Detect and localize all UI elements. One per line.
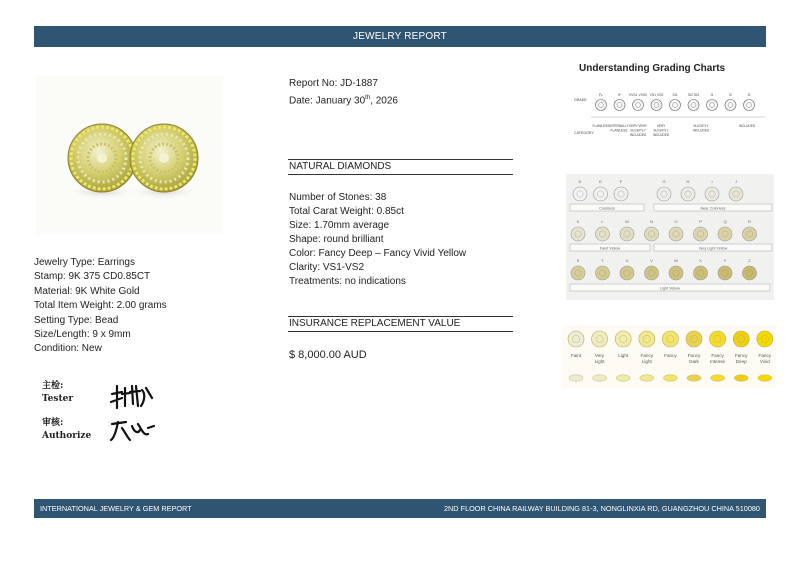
color-diamond-icon (669, 266, 683, 280)
fancy-color-word: Very (594, 353, 605, 358)
fancy-side-view-icon (569, 375, 583, 381)
fancy-side-view-icon (616, 375, 630, 381)
clarity-category (693, 124, 710, 132)
color-grade-letter: L (601, 219, 604, 224)
clarity-diamond-icon (596, 100, 607, 111)
fancy-diamond-icon (615, 331, 631, 347)
color-grade-letter: E (599, 179, 602, 184)
footer-address: 2ND FLOOR CHINA RAILWAY BUILDING 81-3, NONGLINXIA RD, GUANGZHOU CHINA 510080 (443, 504, 760, 513)
fancy-color-word: Fancy (664, 353, 677, 358)
color-grade-letter: I (711, 179, 713, 184)
color-diamond-icon (705, 187, 719, 201)
clarity-grade-label: FL (599, 93, 603, 97)
clarity-category (609, 124, 629, 132)
clarity-category-label: INCLUDED (738, 124, 756, 128)
color-diamond-icon (669, 227, 683, 241)
color-grade-letter: M (625, 219, 629, 224)
right-earring (130, 124, 198, 192)
fancy-color-word: Vivid (759, 359, 770, 364)
fancy-side-view-icon (711, 375, 725, 381)
clarity-row-label: GRADE (574, 98, 587, 102)
fancy-side-view-icon (687, 375, 701, 381)
clarity-grade-label: VS1 VS2 (649, 93, 664, 97)
fancy-color-label (618, 353, 629, 358)
category-row-label: CATEGORY (574, 131, 594, 135)
clarity-diamond-icon (670, 100, 681, 111)
clarity-grade-label: I2 (729, 93, 732, 97)
tester-label-en: Tester (42, 394, 74, 404)
fancy-color-label (595, 353, 606, 364)
fancy-color-word: Faint (570, 353, 582, 358)
color-diamond-icon (620, 266, 634, 280)
diamond-carat: Total Carat Weight: 0.85ct (289, 206, 404, 217)
clarity-category-label: VERY (656, 124, 666, 128)
color-diamond-icon (681, 187, 695, 201)
fancy-diamond-icon (662, 331, 678, 347)
color-group (570, 244, 650, 251)
fancy-side-view-icon (593, 375, 607, 381)
clarity-grade-label: SI1 (672, 93, 678, 97)
color-grade-letter: H (686, 179, 690, 184)
diamond-color: Color: Fancy Deep – Fancy Vivid Yellow (289, 248, 467, 259)
clarity-diamond-icon (725, 100, 736, 111)
fancy-color-word: Fancy (734, 353, 748, 358)
color-group (570, 204, 644, 211)
clarity-category-label: INCLUDED (629, 132, 647, 137)
clarity-category-label: SLIGHTLY (630, 128, 646, 133)
fancy-color-label (710, 353, 726, 364)
earrings-photo (36, 76, 223, 234)
authorize-label-en: Authorize (42, 431, 92, 441)
color-grade-letter: D (578, 179, 582, 184)
color-grade-letter: X (699, 258, 702, 263)
clarity-diamond-icon (651, 100, 662, 111)
clarity-diamond-icon (633, 100, 644, 111)
fancy-color-word: Light (618, 353, 629, 358)
color-grade-letter: P (699, 219, 702, 224)
fancy-color-label (664, 353, 677, 358)
color-diamond-icon (571, 266, 585, 280)
color-grade-letter: Q (723, 219, 727, 224)
diamond-details (289, 191, 466, 289)
color-diamond-icon (657, 187, 671, 201)
color-grade-letter: V (650, 258, 653, 263)
color-grade-letter: S (576, 258, 580, 263)
fancy-color-label (571, 353, 582, 358)
jewelry-type: Jewelry Type: Earrings (34, 257, 135, 268)
fancy-color-label (735, 353, 748, 364)
report-meta (289, 77, 398, 108)
jewelry-stamp: Stamp: 9K 375 CD0.85CT (34, 271, 151, 283)
diamond-shape: Shape: round brilliant (289, 234, 384, 245)
color-grade-letter: K (576, 219, 580, 224)
report-date: Date: January 30th, 2026 (289, 95, 398, 107)
color-diamond-icon (645, 227, 659, 241)
clarity-category (593, 124, 610, 128)
clarity-category-label: FLAWLESS (610, 128, 628, 133)
color-diamond-icon (729, 187, 743, 201)
insurance-value: $ 8,000.00 AUD (289, 349, 367, 361)
fancy-color-word: Fancy (711, 353, 724, 358)
clarity-category-label: INTERNALLY (609, 124, 629, 128)
clarity-diamond-icon (707, 100, 718, 111)
left-earring (68, 124, 136, 192)
report-title: JEWELRY REPORT (353, 31, 447, 42)
clarity-grade-label: IF (617, 93, 622, 97)
fancy-diamond-icon (710, 331, 726, 347)
clarity-diamond-icon (614, 100, 625, 111)
natural-diamonds-heading: NATURAL DIAMONDS (288, 159, 513, 175)
fancy-color-word: Light (594, 359, 605, 364)
footer-bar (34, 499, 766, 518)
color-grade-letter: O (674, 219, 678, 224)
color-grade-letter: Y (723, 258, 727, 263)
clarity-grade-label: VVS1 VVS2 (628, 93, 648, 97)
fancy-side-view-icon (758, 375, 772, 381)
color-group (654, 244, 772, 251)
tester-label-cn: 主检: (42, 381, 64, 391)
color-group (570, 284, 770, 291)
fancy-side-view-icon (663, 375, 677, 381)
clarity-diamond-icon (688, 100, 699, 111)
color-group-label: Colorless (599, 206, 615, 211)
color-grade-letter: R (748, 219, 751, 224)
fancy-side-view-icon (734, 375, 748, 381)
report-number: Report No: JD-1887 (289, 78, 378, 89)
insurance-heading: INSURANCE REPLACEMENT VALUE (288, 316, 513, 332)
fancy-color-word: Intense (710, 359, 726, 364)
diamond-size: Size: 1.70mm average (289, 220, 390, 231)
clarity-grade-label: SI2 SI3 (687, 93, 700, 97)
clarity-category (629, 124, 648, 137)
clarity-grading-chart (565, 87, 770, 149)
clarity-grade-label: I1 (710, 93, 714, 97)
color-diamond-icon (571, 227, 585, 241)
fancy-color-word: Light (641, 359, 652, 364)
clarity-category-label: VERY VERY (628, 124, 648, 128)
fancy-diamond-icon (733, 331, 749, 347)
handwritten-signatures (108, 382, 160, 444)
fancy-color-word: Deep (735, 359, 747, 364)
color-diamond-icon (743, 227, 757, 241)
color-grade-letter: F (619, 179, 623, 184)
diamond-clarity: Clarity: VS1-VS2 (289, 262, 365, 273)
clarity-category-label: SLIGHTLY (653, 128, 669, 133)
color-diamond-icon (694, 266, 708, 280)
color-diamond-icon (614, 187, 628, 201)
color-grading-chart (566, 174, 774, 300)
color-group-label: Faint Yellow (599, 246, 621, 251)
clarity-diamond-icon (744, 100, 755, 111)
fancy-color-label (688, 353, 701, 364)
fancy-color-label (641, 353, 654, 364)
clarity-grade-label: I3 (747, 93, 751, 97)
diamond-stones: Number of Stones: 38 (289, 192, 387, 203)
color-diamond-icon (596, 266, 610, 280)
color-grade-letter: N (650, 219, 653, 224)
color-diamond-icon (594, 187, 608, 201)
color-grade-letter: G (662, 179, 666, 184)
fancy-side-view-icon (640, 375, 654, 381)
color-diamond-icon (718, 266, 732, 280)
clarity-category-label: SLIGHTLY (693, 124, 709, 128)
diamond-treatments: Treatments: no indications (289, 276, 406, 287)
jewelry-condition: Condition: New (34, 343, 102, 355)
fancy-diamond-icon (757, 331, 773, 347)
footer-company: INTERNATIONAL JEWELRY & GEM REPORT (40, 504, 192, 513)
color-diamond-icon (718, 227, 732, 241)
fancy-color-word: Fancy (687, 353, 701, 358)
authorize-label-cn: 审核: (42, 418, 64, 428)
color-grade-letter: W (674, 258, 678, 263)
fancy-diamond-icon (686, 331, 702, 347)
color-diamond-icon (743, 266, 757, 280)
fancy-diamond-icon (639, 331, 655, 347)
fancy-color-word: Dark (689, 359, 699, 364)
fancy-yellow-chart (562, 325, 776, 388)
report-header-bar (34, 26, 766, 47)
color-group (654, 204, 772, 211)
color-grade-letter: J (735, 179, 737, 184)
fancy-diamond-icon (592, 331, 608, 347)
color-diamond-icon (620, 227, 634, 241)
fancy-color-word: Fancy (640, 353, 654, 358)
clarity-category-label: FLAWLESS (592, 124, 610, 128)
clarity-category (653, 124, 670, 137)
color-diamond-icon (694, 227, 708, 241)
clarity-category-label: INCLUDED (692, 128, 710, 133)
jewelry-material: Material: 9K White Gold (34, 285, 140, 297)
jewelry-setting: Setting Type: Bead (34, 314, 119, 326)
jewelry-size: Size/Length: 9 x 9mm (34, 329, 131, 341)
color-group-label: Near Colorless (700, 206, 726, 211)
jewelry-weight: Total Item Weight: 2.00 grams (34, 300, 167, 312)
fancy-color-word: Fancy (758, 353, 772, 358)
color-group-label: Very Light Yellow (698, 246, 728, 251)
jewelry-details (34, 256, 167, 357)
clarity-category-label: INCLUDED (652, 132, 670, 137)
color-diamond-icon (596, 227, 610, 241)
fancy-color-label (759, 353, 772, 364)
color-group-label: Light Yellow (659, 286, 681, 291)
color-grade-letter: T (601, 258, 604, 263)
color-diamond-icon (573, 187, 587, 201)
fancy-diamond-icon (568, 331, 584, 347)
grading-charts-title: Understanding Grading Charts (579, 63, 726, 74)
color-grade-letter: U (625, 258, 629, 263)
color-grade-letter: Z (748, 258, 751, 263)
color-diamond-icon (645, 266, 659, 280)
clarity-category (739, 124, 756, 128)
